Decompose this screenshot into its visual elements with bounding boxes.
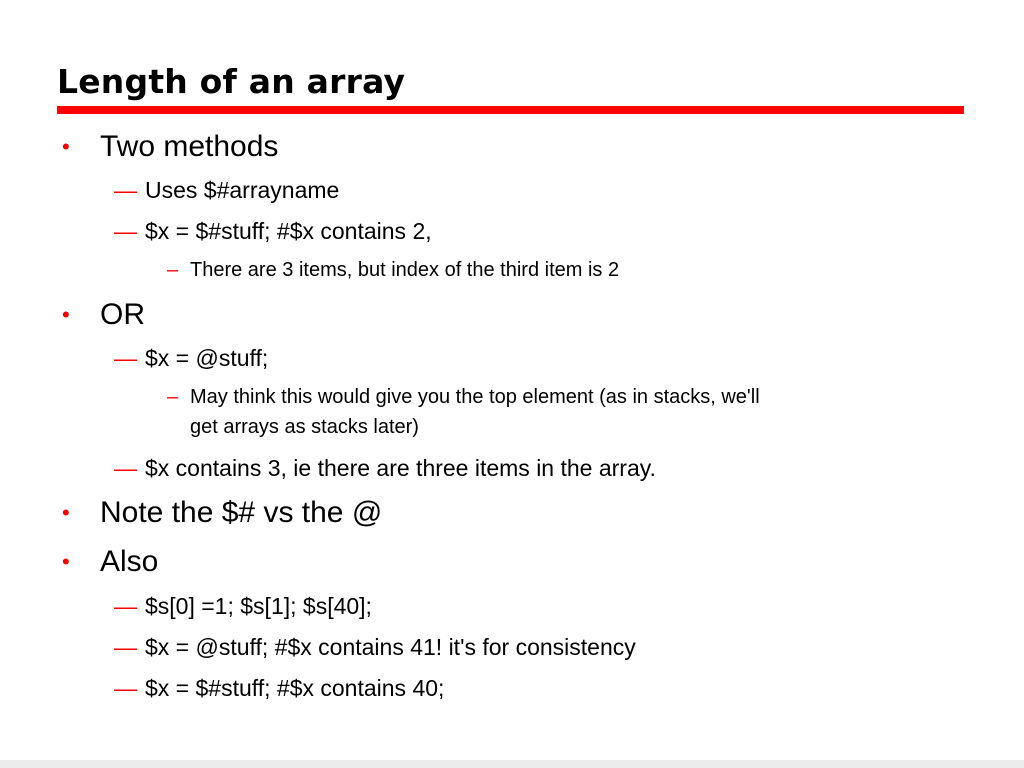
sub-bullet-marker: — xyxy=(114,455,137,481)
sub-sub-bullet-continuation: get arrays as stacks later) xyxy=(190,416,419,438)
bullet-text: Two methods xyxy=(100,130,279,163)
sub-bullet-text: $x = $#stuff; #$x contains 40; xyxy=(145,675,445,701)
sub-bullet-text: $x = @stuff; xyxy=(145,345,269,371)
sub-bullet-marker: — xyxy=(114,177,137,203)
bullet-marker: • xyxy=(62,549,70,574)
sub-bullet-marker: — xyxy=(114,675,137,701)
sub-bullet-text: $x contains 3, ie there are three items in the array. xyxy=(145,455,656,481)
bullet-text: Note the $# vs the @ xyxy=(100,496,383,529)
bullet-marker: • xyxy=(62,134,70,159)
sub-bullet-text: $s[0] =1; $s[1]; $s[40]; xyxy=(145,593,372,619)
sub-bullet-marker: — xyxy=(114,634,137,660)
sub-sub-bullet-marker: – xyxy=(167,259,179,281)
sub-bullet-text: $x = @stuff; #$x contains 41! it's for consistency xyxy=(145,634,636,660)
bullet-marker: • xyxy=(62,500,70,525)
sub-bullet-marker: — xyxy=(114,345,137,371)
bullet-marker: • xyxy=(62,302,70,327)
bottom-band xyxy=(0,760,1024,768)
sub-sub-bullet-text: May think this would give you the top element (as in stacks, we'll xyxy=(190,386,760,408)
bullet-text: OR xyxy=(100,298,145,331)
sub-bullet-text: $x = $#stuff; #$x contains 2, xyxy=(145,218,432,244)
sub-bullet-text: Uses $#arrayname xyxy=(145,177,340,203)
sub-bullet-marker: — xyxy=(114,218,137,244)
sub-sub-bullet-text: There are 3 items, but index of the third item is 2 xyxy=(190,259,620,281)
slide-title: Length of an array xyxy=(57,62,406,101)
sub-bullet-marker: — xyxy=(114,593,137,619)
sub-sub-bullet-marker: – xyxy=(167,386,179,408)
bullet-text: Also xyxy=(100,545,159,578)
